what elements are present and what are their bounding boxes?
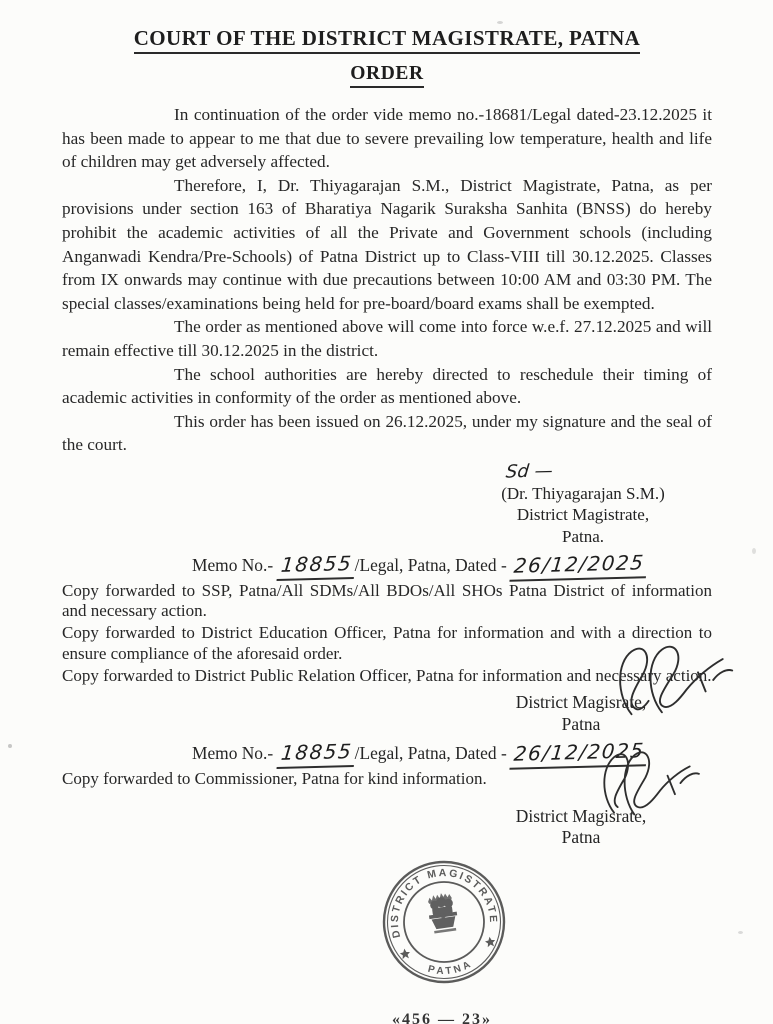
- dm-place: Patna: [561, 713, 601, 734]
- order-paragraph: The school authorities are hereby directed to reschedule their timing of academic activities in conformity of the order as mentioned above.: [62, 364, 712, 408]
- scan-speck: [738, 931, 743, 934]
- memo-suffix: /Legal, Patna, Dated -: [354, 554, 512, 575]
- dm-place: Patna: [561, 827, 601, 848]
- signatory-block: [458, 461, 708, 547]
- dm-designation: District Magisrate,: [515, 692, 647, 713]
- dm-designation: District Magisrate,: [515, 805, 647, 826]
- forwarding-paragraph: Copy forwarded to Commissioner, Patna for kind information.: [62, 769, 487, 789]
- forwarding-paragraph: Copy forwarded to District Education Officer, Patna for information and with a direction to ensure compliance of the aforesaid order.: [62, 623, 712, 663]
- memo-suffix: /Legal, Patna, Dated -: [354, 743, 512, 764]
- memo-label: Memo No.-: [192, 743, 278, 764]
- scan-speck: [752, 548, 756, 554]
- page-content: [62, 0, 712, 849]
- memo-line-1: [192, 551, 712, 580]
- cutoff-footer-text: «456 — 23»: [392, 1011, 492, 1024]
- dm-signature-block-2: [456, 806, 706, 849]
- memo-label: Memo No.-: [192, 554, 278, 575]
- signatory-name: (Dr. Thiyagarajan S.M.): [501, 484, 665, 504]
- seal-bottom-text: PATNA: [426, 958, 476, 978]
- sd-handwritten: Sd —: [504, 460, 554, 483]
- dm-signature-block-1: [456, 692, 706, 735]
- court-title: COURT OF THE DISTRICT MAGISTRATE, PATNA: [134, 26, 641, 54]
- order-paragraph: In continuation of the order vide memo no.-18681/Legal dated-23.12.2025 it has been made to appear to me that due to severe prevailing low temperature, health and life of children may get adversely affected.: [62, 105, 712, 172]
- star-icon: [399, 948, 411, 960]
- memo-line-2: [192, 739, 712, 768]
- memo-date-handwritten: 26/12/2025: [509, 737, 648, 770]
- forwarding-paragraph: Copy forwarded to SSP, Patna/All SDMs/All BDOs/All SHOs Patna District of information and necessary action.: [62, 580, 712, 621]
- star-icon: [484, 936, 496, 948]
- memo-date-handwritten: 26/12/2025: [509, 549, 648, 582]
- order-paragraph: This order has been issued on 26.12.2025, under my signature and the seal of the court.: [62, 411, 712, 455]
- forwarding-paragraph: Copy forwarded to District Public Relation Officer, Patna for information and necessary action.: [62, 665, 712, 685]
- seal-top-text: DISTRICT MAGISTRATE: [388, 867, 500, 940]
- order-paragraph: The order as mentioned above will come into force w.e.f. 27.12.2025 and will remain effective till 30.12.2025 in the district.: [62, 317, 712, 360]
- document-header: [62, 26, 712, 88]
- order-paragraph: Therefore, I, Dr. Thiyagarajan S.M., District Magistrate, Patna, as per provisions under section 163 of Bharatiya Nagarik Suraksha Sanhita (BNSS) do hereby prohibit the academic activities of all the Private and Government schools (including Anganwadi Kendra/Pre-Schools) of Patna District up to Class-VIII till 30.12.2025. Classes from IX onwards may continue with due precautions between 10:00 AM and 03:30 PM. The special classes/examinations being held for pre-board/board exams shall be exempted.: [62, 175, 712, 313]
- district-magistrate-seal: [369, 847, 518, 996]
- scan-speck: [497, 21, 503, 24]
- memo-number-handwritten: 18855: [276, 550, 356, 581]
- signatory-designation: District Magistrate,: [516, 505, 650, 525]
- signatory-place: Patna.: [561, 526, 605, 546]
- ashoka-lion-capital-icon: [426, 891, 459, 934]
- scan-speck: [8, 744, 12, 748]
- order-title: ORDER: [350, 63, 423, 88]
- memo-number-handwritten: 18855: [276, 738, 356, 769]
